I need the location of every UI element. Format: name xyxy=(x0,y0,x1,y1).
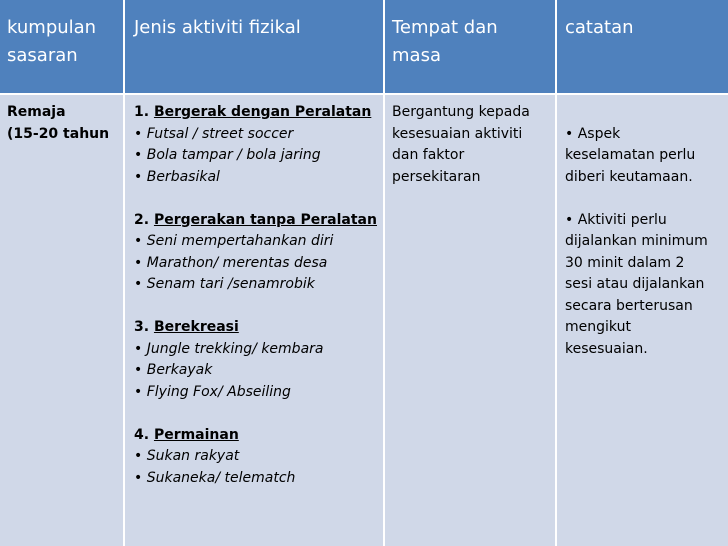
cell-notes xyxy=(565,102,708,360)
header-place-time-line2: masa xyxy=(392,45,441,66)
note-line: mengikut xyxy=(565,319,631,335)
header-target-group-line2: sasaran xyxy=(7,45,78,66)
cell-place-time: Bergantung kepada kesesuaian aktiviti dan faktor persekitaran xyxy=(392,104,530,185)
note-line: 30 minit dalam 2 xyxy=(565,254,685,271)
activity-category-title: 3. Berekreasi xyxy=(134,319,239,335)
note-line: dijalankan minimum xyxy=(565,233,708,249)
note-line: secara berterusan xyxy=(565,297,693,314)
header-notes: catatan xyxy=(565,17,634,38)
header-activity-type: Jenis aktiviti fizikal xyxy=(134,17,301,38)
header-target-group xyxy=(7,14,96,70)
note-line: sesi atau dijalankan xyxy=(565,276,705,292)
header-target-group-line1: kumpulan xyxy=(7,17,97,38)
activity-item: • Sukaneka/ telematch xyxy=(134,469,296,486)
note-line: • Aspek xyxy=(565,125,621,142)
activity-item: • Senam tari /senamrobik xyxy=(134,276,315,292)
note-line: • Aktiviti perlu xyxy=(565,211,667,228)
note-line: diberi keutamaan. xyxy=(565,168,693,185)
activity-item: • Seni mempertahankan diri xyxy=(134,233,334,249)
activity-item: • Marathon/ merentas desa xyxy=(134,254,328,271)
activity-item: • Berkayak xyxy=(134,362,213,378)
note-line: kesesuaian. xyxy=(565,340,648,357)
column-divider xyxy=(383,0,385,546)
cell-target-group: Remaja (15-20 tahun xyxy=(7,104,110,142)
header-place-time-line1: Tempat dan xyxy=(392,17,498,38)
activity-category-title: 1. Bergerak dengan Peralatan xyxy=(134,104,372,120)
activity-item: • Berbasikal xyxy=(134,168,220,185)
row-divider xyxy=(0,93,728,95)
activity-item: • Flying Fox/ Abseiling xyxy=(134,383,291,400)
activity-category-title: 4. Permainan xyxy=(134,426,239,443)
activity-item: • Sukan rakyat xyxy=(134,448,240,464)
column-divider xyxy=(123,0,125,546)
header-place-time xyxy=(392,14,498,70)
activity-item: • Futsal / street soccer xyxy=(134,125,294,142)
column-divider xyxy=(555,0,557,546)
cell-activities xyxy=(134,102,377,489)
activity-item: • Bola tampar / bola jaring xyxy=(134,147,321,163)
activity-category-title: 2. Pergerakan tanpa Peralatan xyxy=(134,211,377,228)
activity-item: • Jungle trekking/ kembara xyxy=(134,340,324,357)
note-line: keselamatan perlu xyxy=(565,147,696,163)
